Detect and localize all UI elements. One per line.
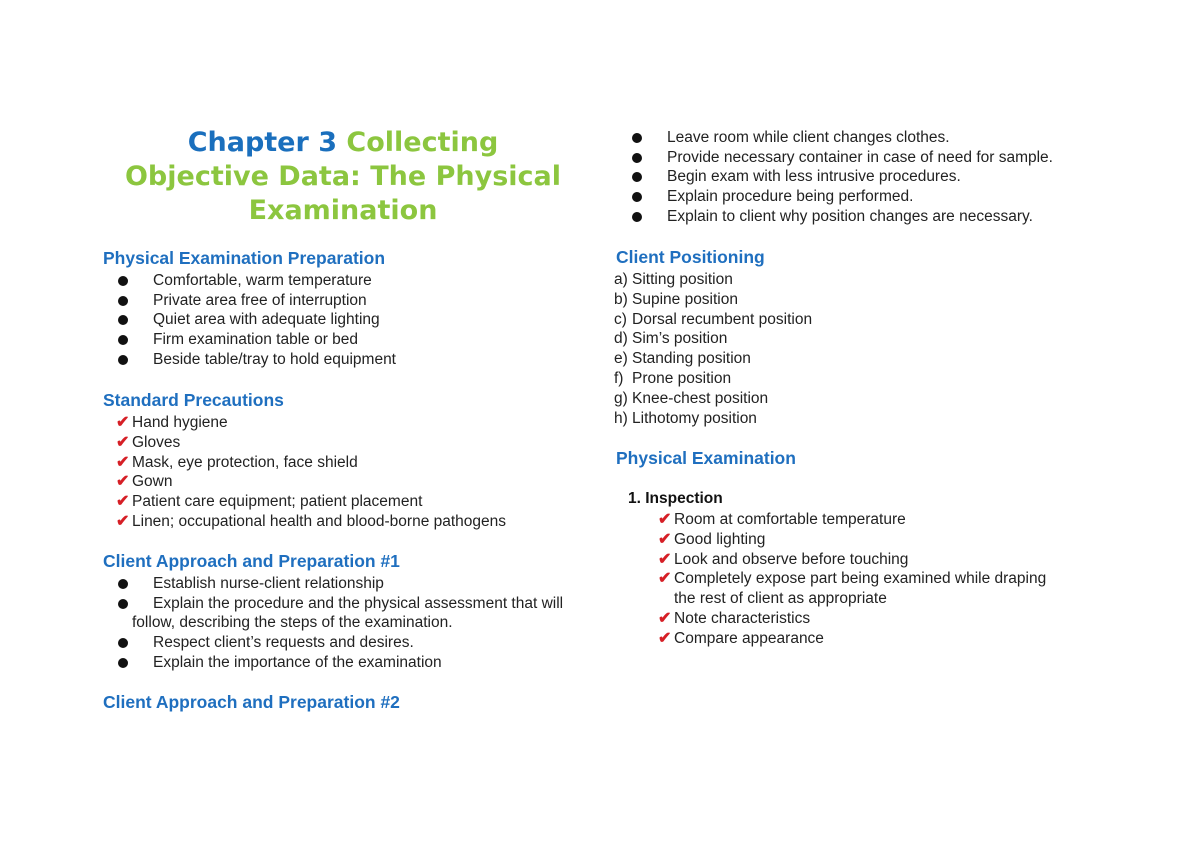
checkmark-icon: ✔ <box>116 512 130 530</box>
bullet-icon <box>118 276 128 286</box>
list-item: e) Standing position <box>614 350 751 368</box>
list-item: Explain the procedure and the physical assessment that will follow, describing the steps of the examination. <box>100 594 586 633</box>
heading-client-approach-2: Client Approach and Preparation #2 <box>103 692 400 712</box>
title-line2: Objective Data: The Physical <box>124 161 562 192</box>
checkmark-icon: ✔ <box>658 609 672 627</box>
list-item: a) Sitting position <box>614 271 733 288</box>
checkmark-icon: ✔ <box>116 453 130 471</box>
list-item: g) Knee-chest position <box>614 389 769 407</box>
list-item: ✔ Patient care equipment; patient placement <box>116 493 423 511</box>
bullet-icon <box>118 296 128 306</box>
list-item: ✔ Linen; occupational health and blood-borne pathogens <box>116 512 507 530</box>
bullet-icon <box>632 192 642 202</box>
heading-standard-precautions: Standard Precautions <box>103 390 284 410</box>
list-item: ✔ Good lighting <box>658 530 766 548</box>
bullet-icon <box>632 212 642 222</box>
list-item: d) Sim’s position <box>614 330 728 348</box>
list-item: Firm examination table or bed <box>100 330 396 350</box>
bullet-icon <box>118 599 128 609</box>
document-title <box>100 126 586 228</box>
list-exam-preparation <box>100 271 396 370</box>
heading-client-positioning: Client Positioning <box>616 247 765 267</box>
checkmark-icon: ✔ <box>658 550 672 568</box>
list-item: ✔ Compare appearance <box>658 629 824 647</box>
list-item: b) Supine position <box>614 290 738 308</box>
bullet-icon <box>632 172 642 182</box>
list-item: Quiet area with adequate lighting <box>100 310 396 330</box>
list-item: Comfortable, warm temperature <box>100 271 396 291</box>
list-item: Explain to client why position changes are necessary. <box>614 207 1104 227</box>
checkmark-icon: ✔ <box>116 493 130 511</box>
list-item: Private area free of interruption <box>100 291 396 311</box>
bullet-icon <box>118 579 128 589</box>
bullet-icon <box>118 355 128 365</box>
subheading-inspection: 1. Inspection <box>628 490 723 507</box>
bullet-icon <box>118 315 128 325</box>
bullet-icon <box>118 638 128 648</box>
heading-client-approach-1: Client Approach and Preparation #1 <box>103 551 400 571</box>
list-item: ✔ Look and observe before touching <box>658 550 909 568</box>
title-line3: Examination <box>248 195 438 226</box>
checkmark-icon: ✔ <box>658 570 672 588</box>
checkmark-icon: ✔ <box>116 433 130 451</box>
checkmark-icon: ✔ <box>116 414 130 431</box>
title-line1-rest: Collecting <box>346 127 499 158</box>
list-client-positioning <box>602 270 812 428</box>
list-client-approach-2 <box>614 128 1104 227</box>
heading-exam-preparation: Physical Examination Preparation <box>103 248 386 268</box>
checkmark-icon: ✔ <box>658 629 672 647</box>
bullet-icon <box>118 335 128 345</box>
list-item: ✔ Room at comfortable temperature <box>658 511 906 528</box>
checkmark-icon: ✔ <box>116 473 130 491</box>
bullet-icon <box>118 658 128 668</box>
list-item: ✔ Completely expose part being examined while draping the rest of client as appropriate <box>658 570 1047 608</box>
list-item: ✔ Hand hygiene <box>116 414 228 431</box>
heading-physical-examination: Physical Examination <box>616 448 796 468</box>
title-chapter: Chapter 3 <box>187 127 337 158</box>
list-standard-precautions <box>116 413 506 532</box>
list-item: c) Dorsal recumbent position <box>614 310 813 328</box>
list-item: f) Prone position <box>614 369 732 387</box>
list-inspection <box>658 510 1098 649</box>
bullet-icon <box>632 153 642 163</box>
list-item: Explain the importance of the examination <box>100 653 586 673</box>
list-item: ✔ Mask, eye protection, face shield <box>116 453 358 471</box>
list-client-approach-1 <box>100 574 586 673</box>
checkmark-icon: ✔ <box>658 511 672 528</box>
list-item: Provide necessary container in case of need for sample. <box>614 148 1104 168</box>
list-item: ✔ Note characteristics <box>658 609 811 627</box>
list-item: Explain procedure being performed. <box>614 187 1104 207</box>
list-item: h) Lithotomy position <box>614 409 757 427</box>
list-item: Begin exam with less intrusive procedures. <box>614 167 1104 187</box>
checkmark-icon: ✔ <box>658 530 672 548</box>
bullet-icon <box>632 133 642 143</box>
list-item: Establish nurse-client relationship <box>100 574 586 594</box>
list-item: Beside table/tray to hold equipment <box>100 350 396 370</box>
list-item: ✔ Gloves <box>116 433 181 451</box>
list-item: ✔ Gown <box>116 473 173 491</box>
list-item: Respect client’s requests and desires. <box>100 633 586 653</box>
list-item: Leave room while client changes clothes. <box>614 128 1104 148</box>
